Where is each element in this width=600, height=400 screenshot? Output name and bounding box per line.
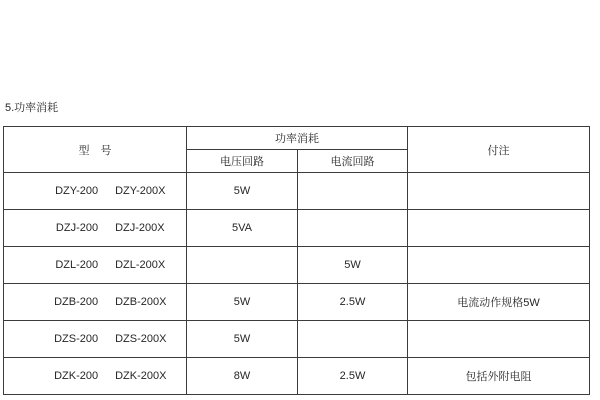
voltage-cell: 5VA xyxy=(187,210,298,247)
current-cell: 5W xyxy=(298,247,408,284)
voltage-cell: 5W xyxy=(187,321,298,358)
note-cell xyxy=(408,321,590,358)
model-name-x: DZS-200X xyxy=(115,333,167,345)
note-cell: 包括外附电阻 xyxy=(408,358,590,395)
model-name-x: DZB-200X xyxy=(115,296,167,308)
note-cell xyxy=(408,247,590,284)
voltage-cell: 5W xyxy=(187,173,298,210)
current-cell: 2.5W xyxy=(298,358,408,395)
current-cell xyxy=(298,173,408,210)
voltage-circuit-header: 电压回路 xyxy=(187,150,298,173)
power-consumption-header: 功率消耗 xyxy=(187,127,408,150)
current-cell xyxy=(298,321,408,358)
model-name: DZY-200 xyxy=(55,185,99,197)
model-cell xyxy=(4,247,187,284)
voltage-cell: 5W xyxy=(187,284,298,321)
model-name: DZS-200 xyxy=(54,333,99,345)
model-cell xyxy=(4,210,187,247)
voltage-cell xyxy=(187,247,298,284)
model-cell xyxy=(4,321,187,358)
model-cell xyxy=(4,173,187,210)
current-cell xyxy=(298,210,408,247)
table-row xyxy=(4,284,590,321)
model-name-x: DZJ-200X xyxy=(115,222,165,234)
note-cell: 电流动作规格5W xyxy=(408,284,590,321)
model-name: DZL-200 xyxy=(55,259,99,271)
power-consumption-table xyxy=(3,126,590,395)
notes-column-header: 付注 xyxy=(408,127,590,173)
note-cell xyxy=(408,173,590,210)
model-name-x: DZK-200X xyxy=(115,370,167,382)
note-cell xyxy=(408,210,590,247)
model-column-header: 型 号 xyxy=(4,127,187,173)
model-cell xyxy=(4,284,187,321)
section-heading: 5.功率消耗 xyxy=(5,102,59,114)
header-row-top xyxy=(4,127,590,150)
model-name: DZJ-200 xyxy=(55,222,99,234)
current-circuit-header: 电流回路 xyxy=(298,150,408,173)
table-row xyxy=(4,321,590,358)
model-name-x: DZL-200X xyxy=(115,259,166,271)
table-row xyxy=(4,173,590,210)
model-name: DZK-200 xyxy=(54,370,99,382)
model-name-x: DZY-200X xyxy=(115,185,166,197)
table-row xyxy=(4,247,590,284)
model-name: DZB-200 xyxy=(54,296,99,308)
model-cell xyxy=(4,358,187,395)
table-row xyxy=(4,358,590,395)
current-cell: 2.5W xyxy=(298,284,408,321)
table-row xyxy=(4,210,590,247)
voltage-cell: 8W xyxy=(187,358,298,395)
